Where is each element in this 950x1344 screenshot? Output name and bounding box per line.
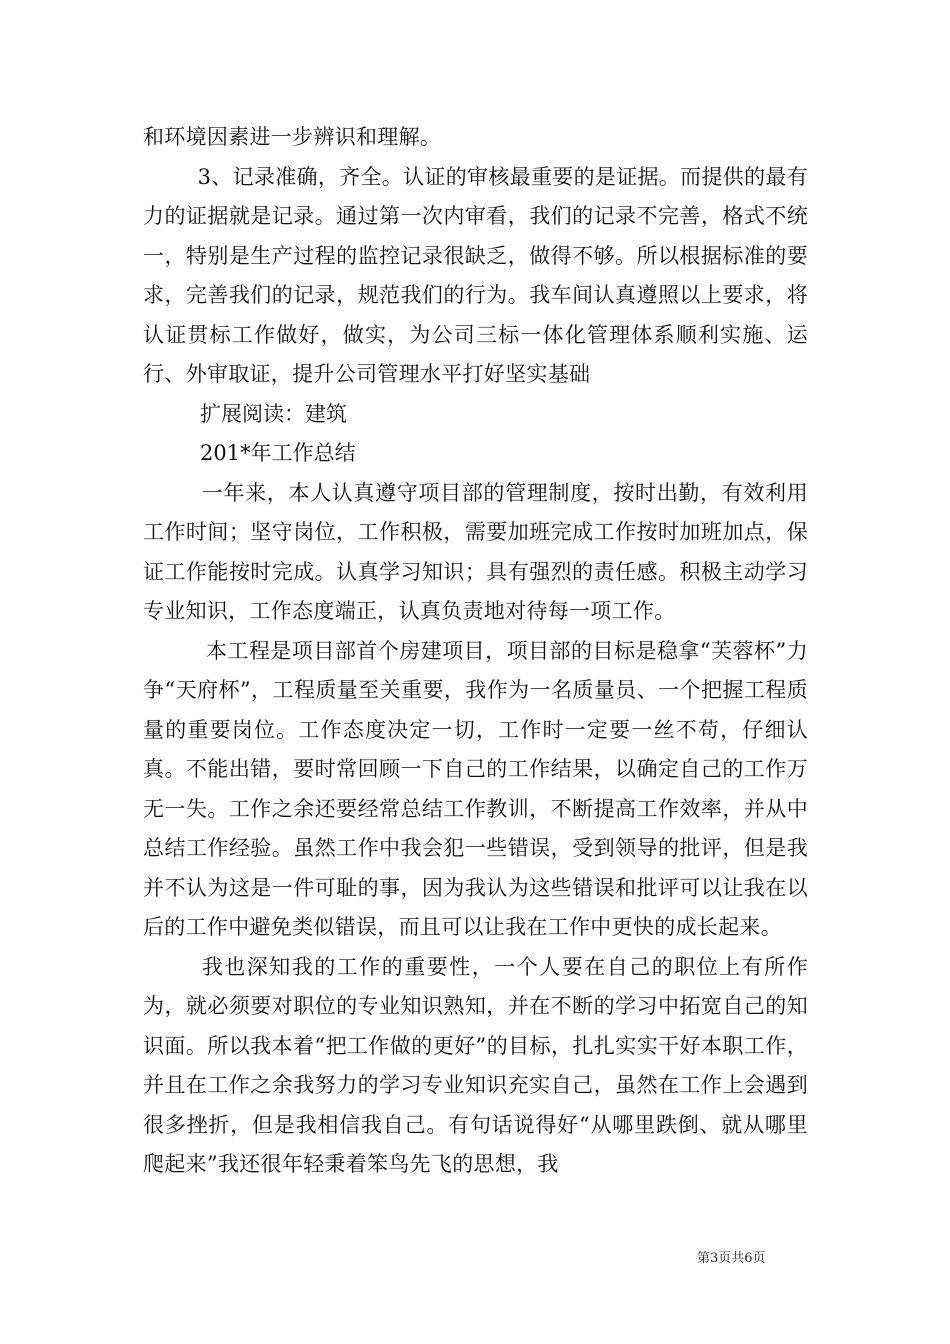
paragraph-records: 3、记录准确，齐全。认证的审核最重要的是证据。而提供的最有力的证据就是记录。通过第一次内审看，我们的记录不完善，格式不统一，特别是生产过程的监控记录很缺乏，做得不够。所以根据标准的要求，完善我们的记录，规范我们的行为。我车间认真遵照以上要求，将认证贯标工作做好，做实，为公司三标一体化管理体系顺利实施、运行、外审取证，提升公司管理水平打好坚实基础 bbox=[143, 164, 808, 386]
page-number: 第3页共6页 bbox=[697, 1251, 766, 1266]
paragraph-year-review: 一年来，本人认真遵守项目部的管理制度，按时出勤，有效利用工作时间；坚守岗位，工作积极，需要加班完成工作按时加班加点，保证工作能按时完成。认真学习知识；具有强烈的责任感。积极主动学习专业知识，工作态度端正，认真负责地对待每一项工作。 bbox=[143, 480, 808, 623]
extended-reading-heading: 扩展阅读：建筑 bbox=[200, 401, 347, 426]
summary-title: 201*年工作总结 bbox=[200, 441, 356, 465]
document-body bbox=[143, 118, 808, 1185]
paragraph-project-quality: 本工程是项目部首个房建项目，项目部的目标是稳拿“芙蓉杯”力争“天府杯”，工程质量至关重要，我作为一名质量员、一个把握工程质量的重要岗位。工作态度决定一切，工作时一定要一丝不苟，仔细认真。不能出错，要时常回顾一下自己的工作结果，以确定自己的工作万无一失。工作之余还要经常总结工作教训，不断提高工作效率，并从中总结工作经验。虽然工作中我会犯一些错误，受到领导的批评，但是我并不认为这是一件可耻的事，因为我认为这些错误和批评可以让我在以后的工作中避免类似错误，而且可以让我在工作中更快的成长起来。 bbox=[143, 638, 808, 939]
paragraph-continuation: 和环境因素进一步辨识和理解。 bbox=[143, 125, 442, 149]
paragraph-importance: 我也深知我的工作的重要性，一个人要在自己的职位上有所作为，就必须要对职位的专业知识熟知，并在不断的学习中拓宽自己的知识面。所以我本着“把工作做的更好”的目标，扎扎实实干好本职工作，并且在工作之余我努力的学习专业知识充实自己，虽然在工作上会遇到很多挫折，但是我相信我自己。有句话说得好“从哪里跌倒、就从哪里爬起来”我还很年轻秉着笨鸟先飞的思想，我 bbox=[143, 954, 808, 1176]
